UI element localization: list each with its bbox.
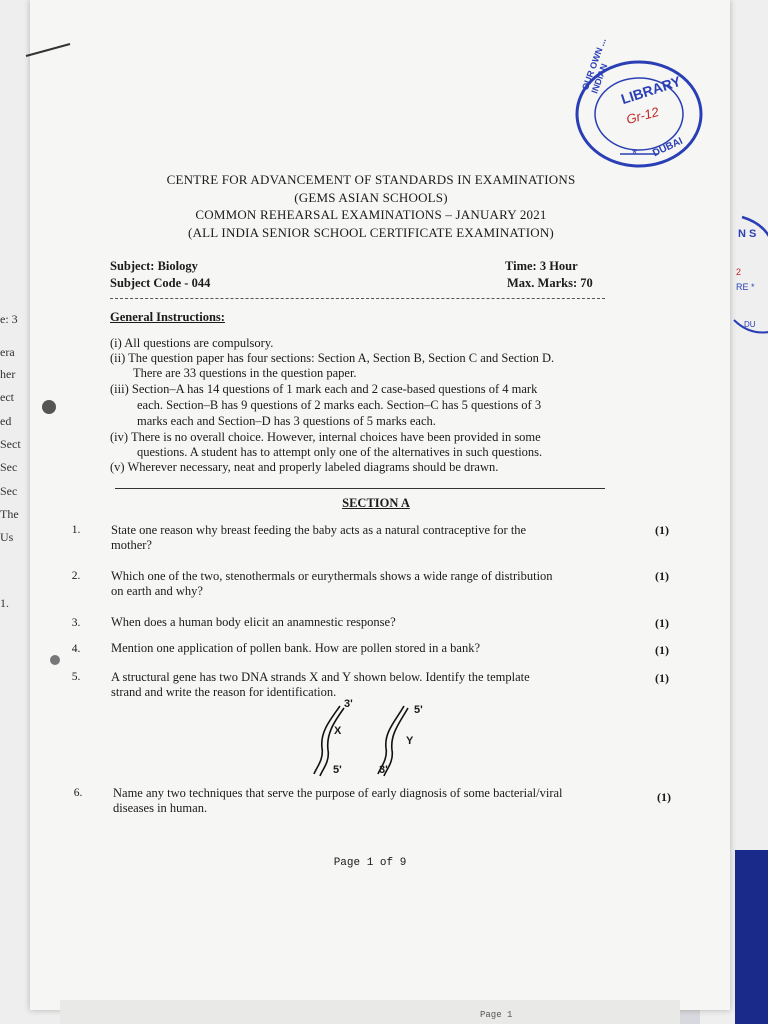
stamp-center-text: LIBRARY <box>619 72 683 108</box>
svg-text:N S: N S <box>738 228 757 240</box>
section-title: SECTION A <box>342 496 410 510</box>
next-page-strip <box>60 1000 680 1024</box>
svg-text:RE *: RE * <box>736 282 755 292</box>
divider <box>110 298 605 299</box>
header-line-4: (ALL INDIA SENIOR SCHOOL CERTIFICATE EXAMINATION) <box>188 225 554 240</box>
instruction-item: (iv) There is no overall choice. However, internal choices have been provided in some <box>110 430 541 444</box>
instruction-item: each. Section–B has 9 questions of 2 marks each. Section–C has 5 questions of 3 <box>137 398 542 412</box>
svg-text:2: 2 <box>736 267 742 277</box>
partial-stamp-icon <box>732 215 768 345</box>
svg-text:*: * <box>632 146 638 161</box>
margin-fragment: Sect <box>0 437 21 451</box>
question-number: 1. <box>71 524 81 536</box>
question-number: 6. <box>73 787 83 799</box>
margin-fragment: e: 3 <box>0 312 18 326</box>
subject-code: Subject Code - 044 <box>110 276 211 290</box>
instructions-heading: General Instructions: <box>110 310 225 324</box>
pencil-mark-icon <box>24 42 72 58</box>
margin-fragment: The <box>0 507 19 521</box>
strand-x-label: X <box>334 725 342 737</box>
background-dark-corner <box>735 850 768 1024</box>
instruction-item: There are 33 questions in the question paper. <box>133 366 357 380</box>
margin-fragment: ect <box>0 390 14 404</box>
margin-fragment: era <box>0 345 15 359</box>
svg-text:DU: DU <box>744 320 756 329</box>
strand-x-bottom-label: 5' <box>333 764 342 776</box>
question-number: 2. <box>71 570 81 582</box>
question-number: 4. <box>71 643 81 655</box>
question-mark: (1) <box>655 616 669 630</box>
instruction-item: questions. A student has to attempt only one of the alternatives in such questions. <box>137 445 543 459</box>
stamp-handwritten-grade: Gr-12 <box>624 103 661 128</box>
margin-fragment: her <box>0 367 16 381</box>
question-number: 5. <box>71 671 81 683</box>
instruction-item: marks each and Section–D has 3 questions of 5 marks each. <box>137 414 436 428</box>
instruction-item: (v) Wherever necessary, neat and properly labeled diagrams should be drawn. <box>110 460 499 474</box>
margin-fragment: 1. <box>0 596 9 610</box>
question-number: 3. <box>71 617 81 629</box>
instruction-item: (i) All questions are compulsory. <box>110 336 274 350</box>
question-mark: (1) <box>655 569 669 583</box>
question-text: State one reason why breast feeding the baby acts as a natural contraceptive for the mother? <box>111 523 527 552</box>
strand-x-top-label: 3' <box>344 698 353 710</box>
margin-fragment: Us <box>0 530 14 544</box>
page-footer: Page 1 of 9 <box>333 857 407 869</box>
instruction-item: (ii) The question paper has four sections: Section A, Section B, Section C and Section D. <box>110 351 555 365</box>
margin-fragment: ed <box>0 414 12 428</box>
subject-label: Subject: Biology <box>110 259 198 273</box>
strand-y-bottom-label: 3' <box>379 764 388 776</box>
question-mark: (1) <box>655 523 669 537</box>
strand-y-label: Y <box>406 735 414 747</box>
instruction-item: (iii) Section–A has 14 questions of 1 mark each and 2 case-based questions of 4 mark <box>110 382 538 396</box>
punch-hole-icon <box>42 400 56 414</box>
punch-hole-icon <box>50 655 60 665</box>
next-page-footer: Page 1 <box>480 1010 513 1020</box>
question-mark: (1) <box>655 643 669 657</box>
header-line-2: (GEMS ASIAN SCHOOLS) <box>294 190 448 205</box>
divider <box>115 488 605 489</box>
time-label: Time: 3 Hour <box>505 259 578 273</box>
question-text: When does a human body elicit an anamnestic response? <box>111 615 396 629</box>
stamp-bottom-text: DUBAI <box>651 135 685 160</box>
question-text: Which one of the two, stenothermals or eurythermals shows a wide range of distribution on earth and why? <box>111 569 553 598</box>
question-mark: (1) <box>655 671 669 685</box>
strand-y-top-label: 5' <box>414 704 423 716</box>
header-line-1: CENTRE FOR ADVANCEMENT OF STANDARDS IN EXAMINATIONS <box>166 172 576 187</box>
stamp-ring-text: OUR OWN ... INDIAN <box>580 36 610 95</box>
question-text: A structural gene has two DNA strands X and Y shown below. Identify the template strand and write the reason for identification. <box>111 670 530 699</box>
question-mark: (1) <box>657 790 671 804</box>
max-marks: Max. Marks: 70 <box>507 276 593 290</box>
question-text: Name any two techniques that serve the purpose of early diagnosis of some bacterial/viral diseases in human. <box>113 786 563 815</box>
margin-fragment: Sec <box>0 460 18 474</box>
margin-fragment: Sec <box>0 484 18 498</box>
question-text: Mention one application of pollen bank. How are pollen stored in a bank? <box>111 641 480 655</box>
header-line-3: COMMON REHEARSAL EXAMINATIONS – JANUARY 2021 <box>195 207 547 222</box>
